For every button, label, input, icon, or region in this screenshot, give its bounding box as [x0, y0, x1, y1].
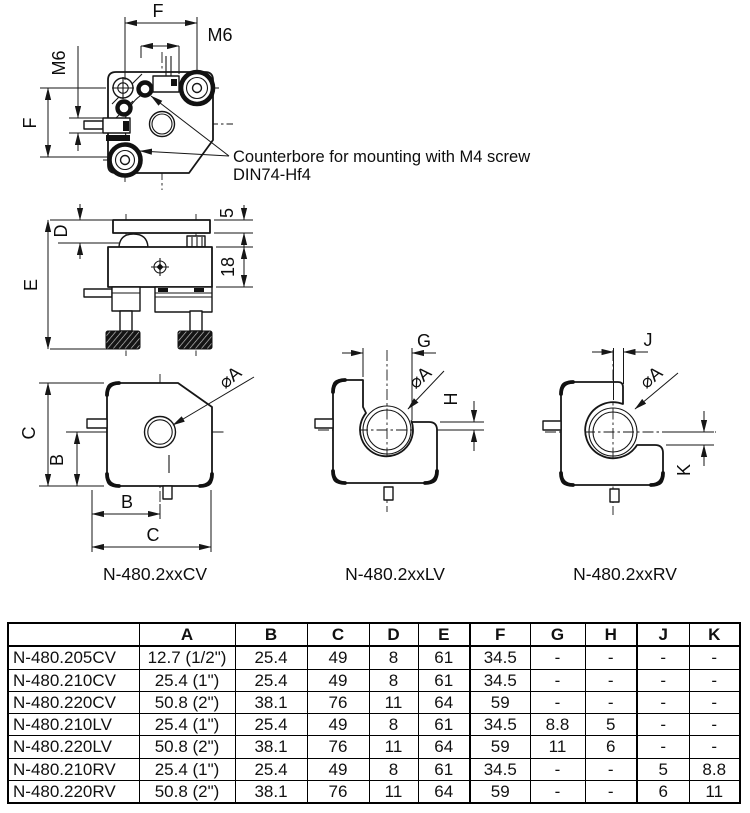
dim-label-c-bottom: C	[146, 525, 160, 545]
model-name-cell: N-480.210CV	[8, 669, 139, 691]
column-header-b: B	[235, 623, 307, 646]
top-view-drawing	[20, 1, 530, 190]
model-label-lv: N-480.2xxLV	[345, 564, 445, 584]
dimension-value-cell: 34.5	[470, 669, 530, 691]
dimension-value-cell: 64	[418, 780, 470, 803]
dimension-table	[7, 622, 741, 804]
column-header-a: A	[139, 623, 235, 646]
dimension-value-cell: -	[689, 691, 740, 713]
front-view-cv-drawing	[19, 362, 254, 584]
table-row	[8, 758, 740, 780]
side-view-drawing	[21, 204, 253, 356]
counterbore-annotation-line1: Counterbore for mounting with M4 screw	[233, 148, 531, 166]
dimension-value-cell: -	[637, 736, 689, 758]
dimension-value-cell: 11	[369, 780, 418, 803]
model-name-cell: N-480.220LV	[8, 736, 139, 758]
dim-label-b-bottom: B	[120, 492, 134, 512]
dimension-value-cell: 25.4	[235, 714, 307, 736]
dimension-value-cell: 8	[369, 758, 418, 780]
dimension-value-cell: 59	[470, 736, 530, 758]
dimension-value-cell: -	[689, 714, 740, 736]
dim-label-g: G	[416, 331, 432, 351]
dim-label-f-left: F	[20, 117, 40, 129]
front-view-lv-drawing	[315, 331, 484, 584]
dim-label-dia-a-cv: ⌀A	[214, 362, 246, 393]
counterbore-annotation-line2: DIN74-Hf4	[233, 166, 311, 184]
dimension-value-cell: 38.1	[235, 736, 307, 758]
dim-label-j: J	[643, 330, 653, 350]
column-header-k: K	[689, 623, 740, 646]
dimension-value-cell: 25.4 (1")	[139, 669, 235, 691]
dimension-value-cell: 5	[585, 714, 637, 736]
dimension-value-cell: -	[637, 691, 689, 713]
model-name-cell: N-480.210RV	[8, 758, 139, 780]
table-header-row	[8, 623, 740, 646]
dimension-value-cell: -	[530, 646, 585, 669]
dimension-value-cell: 50.8 (2")	[139, 736, 235, 758]
dimension-value-cell: 61	[418, 758, 470, 780]
dimension-value-cell: 12.7 (1/2")	[139, 646, 235, 669]
dimension-value-cell: 38.1	[235, 780, 307, 803]
column-header-g: G	[530, 623, 585, 646]
column-header-model	[8, 623, 139, 646]
dim-label-5: 5	[217, 207, 237, 219]
dimension-value-cell: -	[530, 691, 585, 713]
dimension-value-cell: 8.8	[530, 714, 585, 736]
dimension-value-cell: 11	[369, 736, 418, 758]
table-row	[8, 691, 740, 713]
column-header-e: E	[418, 623, 470, 646]
column-header-c: C	[307, 623, 369, 646]
dim-label-m6-left: M6	[49, 50, 69, 76]
dimension-value-cell: 49	[307, 646, 369, 669]
dimension-value-cell: -	[530, 669, 585, 691]
model-name-cell: N-480.220RV	[8, 780, 139, 803]
dimension-value-cell: 5	[637, 758, 689, 780]
dimension-value-cell: 25.4	[235, 669, 307, 691]
dimension-value-cell: 25.4 (1")	[139, 758, 235, 780]
dim-label-m6-top: M6	[207, 25, 233, 45]
table-row	[8, 714, 740, 736]
dimension-table-body	[8, 646, 740, 803]
model-name-cell: N-480.210LV	[8, 714, 139, 736]
dimension-value-cell: 34.5	[470, 714, 530, 736]
column-header-f: F	[470, 623, 530, 646]
dimension-value-cell: -	[585, 780, 637, 803]
dimension-value-cell: 64	[418, 736, 470, 758]
dimension-value-cell: 49	[307, 669, 369, 691]
dimension-value-cell: 38.1	[235, 691, 307, 713]
dim-label-dia-a-lv: ⌀A	[404, 362, 436, 393]
dimension-value-cell: 6	[637, 780, 689, 803]
dimension-value-cell: -	[530, 758, 585, 780]
dimension-value-cell: -	[637, 714, 689, 736]
column-header-h: H	[585, 623, 637, 646]
dimension-value-cell: 50.8 (2")	[139, 691, 235, 713]
dimension-value-cell: 8	[369, 646, 418, 669]
dim-label-d: D	[51, 224, 71, 238]
dim-label-f-top: F	[152, 1, 164, 21]
table-row	[8, 736, 740, 758]
model-name-cell: N-480.205CV	[8, 646, 139, 669]
dimension-value-cell: 8	[369, 669, 418, 691]
dimension-value-cell: 25.4 (1")	[139, 714, 235, 736]
dimension-value-cell: -	[585, 691, 637, 713]
dimension-value-cell: 76	[307, 780, 369, 803]
dimension-value-cell: 49	[307, 714, 369, 736]
dimension-value-cell: 61	[418, 646, 470, 669]
model-label-cv: N-480.2xxCV	[102, 564, 208, 584]
dimension-value-cell: -	[637, 669, 689, 691]
dim-label-b-left: B	[47, 453, 67, 467]
dimension-value-cell: -	[585, 646, 637, 669]
dimension-value-cell: -	[689, 736, 740, 758]
dimension-value-cell: 76	[307, 736, 369, 758]
dimension-value-cell: -	[585, 758, 637, 780]
dimension-value-cell: 25.4	[235, 646, 307, 669]
dimension-value-cell: 50.8 (2")	[139, 780, 235, 803]
dim-label-18: 18	[218, 256, 238, 278]
dimension-value-cell: -	[689, 669, 740, 691]
dimension-value-cell: 61	[418, 669, 470, 691]
column-header-j: J	[637, 623, 689, 646]
dimension-value-cell: -	[689, 646, 740, 669]
column-header-d: D	[369, 623, 418, 646]
dimension-value-cell: 59	[470, 691, 530, 713]
dimension-value-cell: 6	[585, 736, 637, 758]
dimension-value-cell: 76	[307, 691, 369, 713]
dim-label-e: E	[21, 278, 41, 292]
dim-label-dia-a-rv: ⌀A	[635, 362, 667, 393]
dim-label-h: H	[441, 392, 461, 406]
dim-label-k: K	[674, 463, 694, 477]
dimension-value-cell: 64	[418, 691, 470, 713]
dimension-value-cell: 34.5	[470, 758, 530, 780]
dimension-value-cell: -	[530, 780, 585, 803]
dimension-value-cell: 11	[530, 736, 585, 758]
dimension-value-cell: 11	[369, 691, 418, 713]
model-label-rv: N-480.2xxRV	[573, 564, 677, 584]
dimension-value-cell: 49	[307, 758, 369, 780]
dimension-value-cell: 34.5	[470, 646, 530, 669]
table-row	[8, 646, 740, 669]
model-name-cell: N-480.220CV	[8, 691, 139, 713]
table-row	[8, 780, 740, 803]
front-view-rv-drawing	[543, 330, 716, 584]
dimension-value-cell: 61	[418, 714, 470, 736]
dimension-value-cell: 8	[369, 714, 418, 736]
dimension-value-cell: 8.8	[689, 758, 740, 780]
dimension-value-cell: -	[585, 669, 637, 691]
dimension-value-cell: -	[637, 646, 689, 669]
dimension-value-cell: 59	[470, 780, 530, 803]
dimension-value-cell: 25.4	[235, 758, 307, 780]
dimension-value-cell: 11	[689, 780, 740, 803]
table-row	[8, 669, 740, 691]
dim-label-c-left: C	[19, 426, 39, 440]
